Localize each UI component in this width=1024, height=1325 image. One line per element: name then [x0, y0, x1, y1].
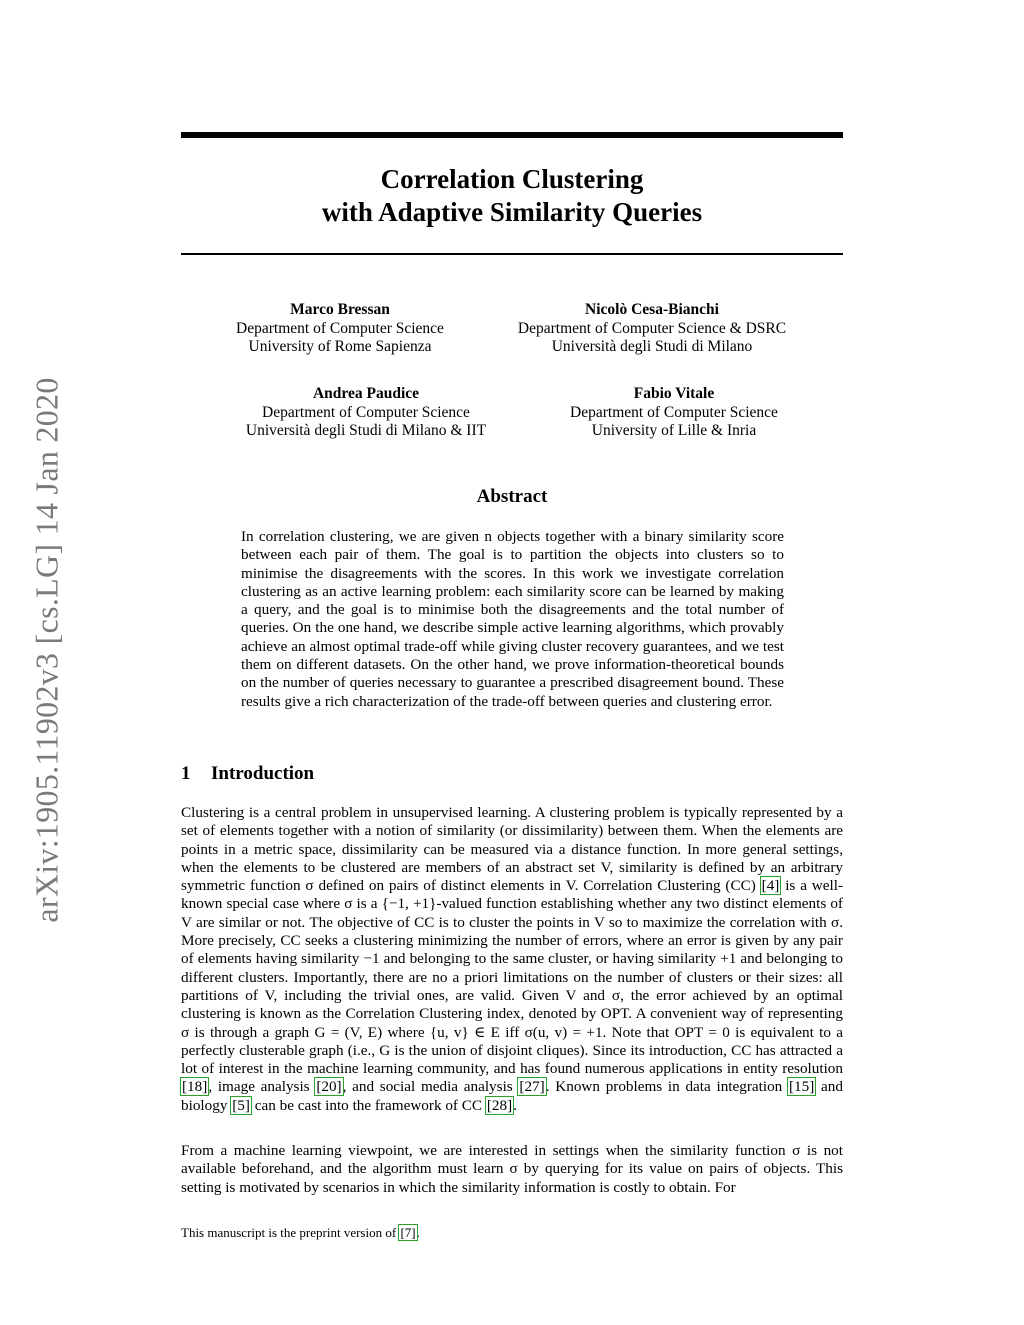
author-name: Andrea Paudice: [312, 385, 420, 402]
author-affiliation: Università degli Studi di Milano: [551, 338, 753, 355]
author-department: Department of Computer Science: [236, 319, 444, 337]
section-number: 1: [181, 763, 191, 784]
author-name: Fabio Vitale: [633, 385, 715, 402]
abstract-heading: Abstract: [476, 486, 548, 507]
citation-link[interactable]: [28]: [486, 1096, 513, 1114]
intro-paragraph-1: Clustering is a central problem in unsupervised learning. A clustering problem is typically represented by a set of elements together with a notion of similarity (or dissimilarity) between them. When the elements are points in a metric space, dissimilarity can be measured via a distance function. In more general settings, when the elements to be clustered are members of an abstract set V, similarity is defined by an arbitrary symmetric function σ defined on pairs of distinct elements in V. Correlation Clustering (CC) [4] is a well-known special case where σ is a {−1, +1}-valued function establishing whether any two distinct elements of V are similar or not. The objective of CC is to cluster the points in V so to maximize the correlation with σ. More precisely, CC seeks a clustering minimizing the number of errors, where an error is given by any pair of elements having similarity −1 and belonging to the same cluster, or having similarity +1 and belonging to different clusters. Importantly, there are no a priori limitations on the number of clusters or their sizes: all partitions of V, including the trivial ones, are valid. Given V and σ, the error achieved by an optimal clustering is known as the Correlation Clustering index, denoted by OPT. A convenient way of representing σ is through a graph G = (V, E) where {u, v} ∈ E iff σ(u, v) = +1. Note that OPT = 0 is equivalent to a perfectly clusterable graph (i.e., G is the union of disjoint cliques). Since its introduction, CC has attracted a lot of interest in the machine learning community, and has found numerous applications in entity resolution [18], image analysis [20], and social media analysis [27]. Known problems in data integration [15] and biology [5] can be cast into the framework of CC [28].: [181, 804, 844, 1114]
citation-link[interactable]: [15]: [789, 1078, 815, 1096]
citation-link[interactable]: [7]: [400, 1225, 416, 1240]
author-affiliation: University of Rome Sapienza: [248, 338, 432, 355]
author-block: [196, 385, 536, 441]
citation-link[interactable]: [5]: [232, 1096, 250, 1114]
author-block: [504, 385, 844, 441]
intro-paragraph-2: From a machine learning viewpoint, we are interested in settings when the similarity function σ is not available beforehand, and the algorithm must learn σ by querying for its value on pairs of objects. This setting is motivated by scenarios in which the similarity information is costly to obtain. For: [181, 1142, 843, 1196]
paper-title: [181, 163, 843, 229]
author-affiliation: University of Lille & Inria: [591, 422, 757, 439]
citation-link[interactable]: [27]: [519, 1078, 545, 1096]
author-department: Department of Computer Science: [262, 403, 470, 421]
title-rule-top: [181, 132, 843, 138]
author-affiliation: Università degli Studi di Milano & IIT: [245, 422, 487, 439]
title-rule-bottom: [181, 253, 843, 255]
abstract-text: In correlation clustering, we are given n objects together with a binary similarity score between each pair of them. The goal is to partition the objects into clusters so to minimise the disagreements with the scores. In this work we investigate correlation clustering as an active learning problem: each similarity score can be learned by making a query, and the goal is to minimise both the disagreements and the total number of queries. On the one hand, we describe simple active learning algorithms, which provably achieve an almost optimal trade-off while giving cluster recovery guarantees, and we test them on different datasets. On the other hand, we prove information-theoretical bounds on the number of queries necessary to guarantee a prescribed disagreement bound. These results give a rich characterization of the trade-off between queries and clustering error.: [241, 528, 784, 710]
citation-link[interactable]: [18]: [182, 1078, 208, 1096]
citation-link[interactable]: [4]: [761, 877, 780, 895]
author-block: [170, 301, 510, 357]
section-title: Introduction: [211, 763, 315, 784]
author-department: Department of Computer Science: [570, 403, 778, 421]
author-department: Department of Computer Science & DSRC: [517, 319, 787, 337]
footnote: This manuscript is the preprint version of [7].: [181, 1225, 420, 1240]
arxiv-identifier: arXiv:1905.11902v3 [cs.LG] 14 Jan 2020: [28, 377, 65, 923]
author-name: Marco Bressan: [290, 301, 390, 318]
section-heading: [181, 763, 314, 785]
title-line-1: Correlation Clustering: [380, 164, 644, 194]
title-line-2: with Adaptive Similarity Queries: [321, 197, 703, 227]
citation-link[interactable]: [20]: [316, 1078, 342, 1096]
author-name: Nicolò Cesa-Bianchi: [585, 301, 719, 318]
author-block: [482, 301, 822, 357]
